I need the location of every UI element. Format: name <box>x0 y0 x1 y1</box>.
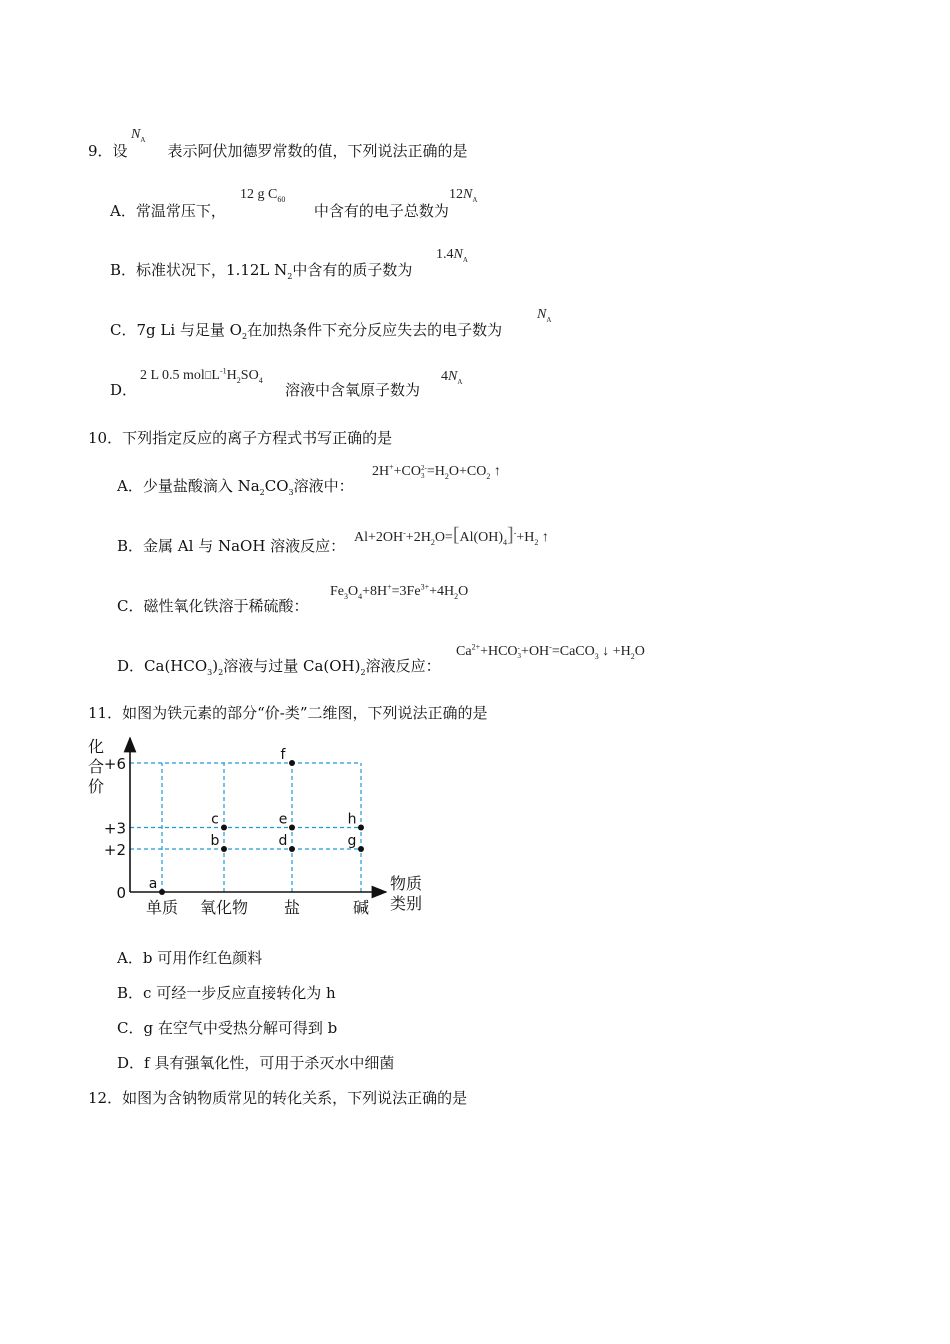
y-tick-label: +2 <box>103 841 126 859</box>
q10-option-a: A．少量盐酸滴入 $Na_2CO_3$溶液中： <box>117 477 354 497</box>
grid-lines <box>130 763 361 892</box>
q9-option-d-answer: $4N_A$ <box>441 369 463 386</box>
q9-na-symbol: $N_A$ <box>131 127 146 144</box>
point-f <box>289 760 295 766</box>
q9-option-a-answer: $12N_A$ <box>449 187 478 204</box>
q9-option-d-formula: 2 L 0.5 $mol⎕L^{-1}H_2SO_4$ <box>140 366 263 385</box>
q9-option-c-answer: $N_A$ <box>537 307 552 324</box>
x-tick-label: 碱 <box>352 898 370 917</box>
point-a <box>159 889 165 895</box>
y-tick-label: +6 <box>103 755 126 773</box>
q12-stem: 12．如图为含钠物质常见的转化关系，下列说法正确的是 <box>88 1089 468 1107</box>
point-d <box>289 846 295 852</box>
y-tick-label: 0 <box>116 884 126 902</box>
x-label-line: 类别 <box>389 894 423 913</box>
y-label-char: 价 <box>87 777 105 796</box>
y-label-char: 化 <box>87 737 105 756</box>
point-label-a: a <box>148 876 158 892</box>
y-label-char: 合 <box>87 757 105 776</box>
q10-option-c: C．磁性氧化铁溶于稀硫酸： <box>117 597 309 615</box>
point-label-c: c <box>211 811 219 828</box>
q10-option-d: D．$Ca(HCO_3)_2$溶液与过量 $Ca(OH)_2$溶液反应： <box>117 657 441 677</box>
point-label-e: e <box>278 811 288 828</box>
point-label-f: f <box>280 747 286 763</box>
q9-option-a-formula: 12 g $C_{60}$ <box>240 187 286 204</box>
x-tick-label: 氧化物 <box>199 898 249 917</box>
x-tick-label: 单质 <box>145 898 179 917</box>
q9-option-c: C．7g Li 与足量 $O_2$在加热条件下充分反应失去的电子数为 <box>110 321 503 341</box>
point-e <box>289 825 295 831</box>
x-tick-labels <box>146 898 369 917</box>
point-h <box>358 825 364 831</box>
x-tick-label: 盐 <box>283 898 301 917</box>
q9-option-b: B．标准状况下，1.12L $N_2$中含有的质子数为 <box>110 261 413 281</box>
q11-option-c: C．g 在空气中受热分解可得到 b <box>117 1019 338 1037</box>
q9-option-d: D． 溶液中含氧原子数为 <box>110 381 421 399</box>
q11-stem: 11．如图为铁元素的部分“价-类”二维图，下列说法正确的是 <box>88 704 488 722</box>
x-axis-label <box>390 874 422 913</box>
q9-stem: 9．设 表示阿伏加德罗常数的值，下列说法正确的是 <box>88 142 468 160</box>
q11-option-a: A．b 可用作红色颜料 <box>117 949 263 967</box>
point-label-b: b <box>210 833 220 849</box>
q10-option-c-equation: $Fe_3O_4+8H^+=3Fe^{3+}+4H_2O$ <box>330 582 469 601</box>
x-label-line: 物质 <box>389 874 423 893</box>
q11-option-d: D．f 具有强氧化性，可用于杀灭水中细菌 <box>117 1054 395 1072</box>
q11-option-b: B．c 可经一步反应直接转化为 h <box>117 984 336 1002</box>
y-axis-label <box>88 737 104 796</box>
q9-option-b-answer: $1.4N_A$ <box>436 247 468 264</box>
point-label-g: g <box>347 833 357 849</box>
q10-option-b: B．金属 Al 与 NaOH 溶液反应： <box>117 537 346 555</box>
q9-option-a: A．常温常压下， 中含有的电子总数为 <box>110 202 449 220</box>
point-label-d: d <box>278 833 288 849</box>
q10-stem: 10．下列指定反应的离子方程式书写正确的是 <box>88 429 393 447</box>
point-label-h: h <box>347 811 357 828</box>
q10-option-d-equation: $Ca^{2+}+HCO$ - 3 +OH-=CaCO$_3$ ↓ $+H_2O$ <box>456 642 645 661</box>
data-points <box>149 747 364 895</box>
point-b <box>221 846 227 852</box>
q10-option-a-equation: 2H++CO 2- 3 $=H_2O+CO_2$ ↑ <box>372 462 501 481</box>
valence-class-chart <box>82 732 442 922</box>
q10-option-b-equation: $Al+2OH^-+2H_2O=[Al(OH)_4]^-+H_2$ ↑ <box>354 524 549 547</box>
y-tick-label: +3 <box>103 819 126 838</box>
point-g <box>358 846 364 852</box>
point-c <box>221 825 227 831</box>
y-tick-labels <box>104 755 126 902</box>
